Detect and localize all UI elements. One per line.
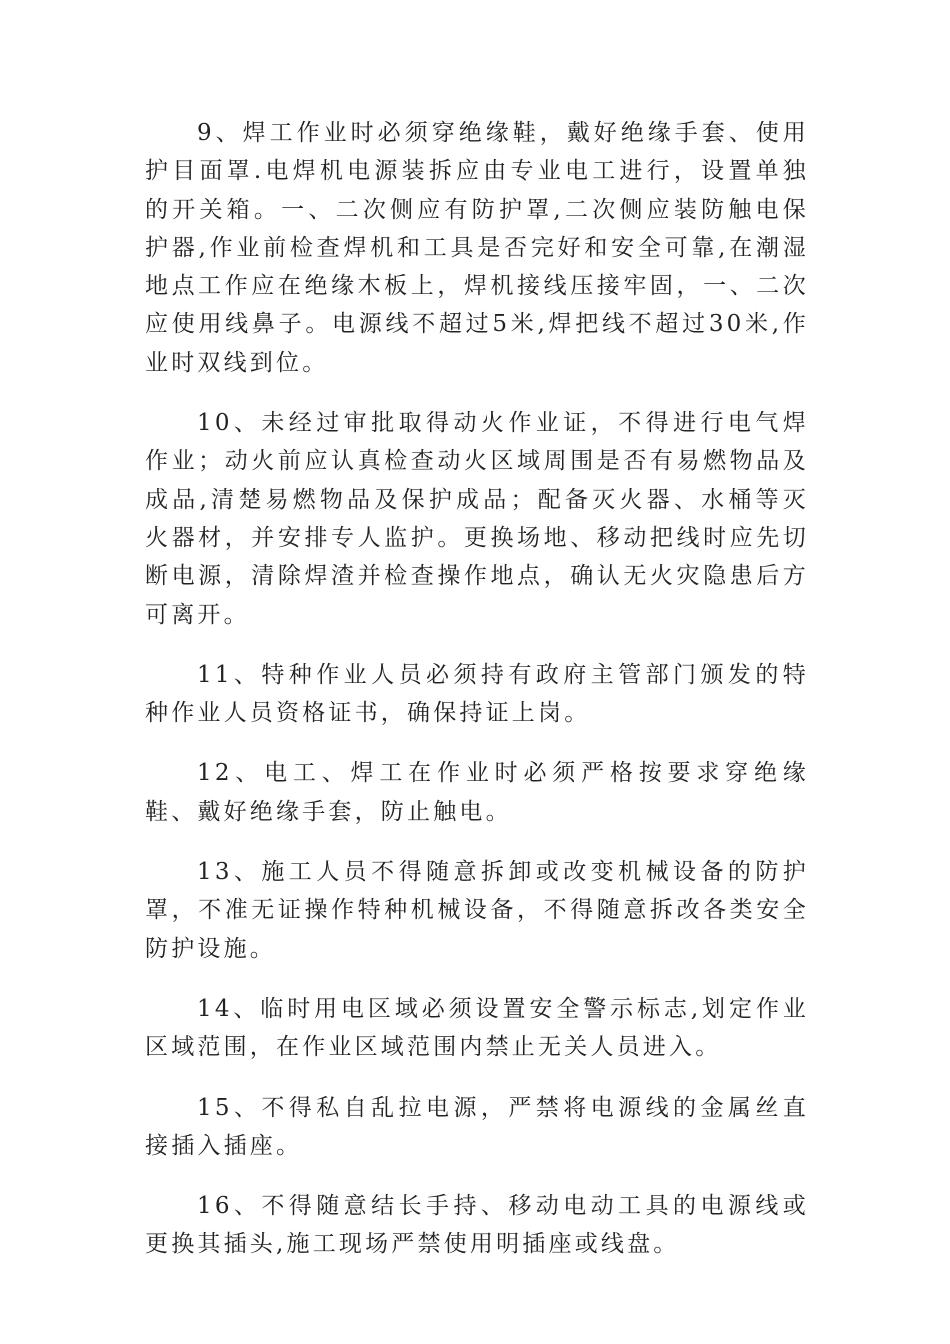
paragraph-item-12: 12、电工、焊工在作业时必须严格按要求穿绝缘鞋、戴好绝缘手套，防止触电。 (145, 760, 809, 825)
paragraph-item-15: 15、不得私自乱拉电源，严禁将电源线的金属丝直接插入插座。 (145, 1094, 809, 1159)
paragraph-item-10: 10、未经过审批取得动火作业证，不得进行电气焊作业；动火前应认真检查动火区域周围是否有易燃物品及成品,清楚易燃物品及保护成品；配备灭火器、水桶等灭火器材，并安排专人监护。更换场地、移动把线时应先切断电源，清除焊渣并检查操作地点，确认无火灾隐患后方可离开。 (145, 410, 809, 628)
document-body (145, 114, 809, 1286)
paragraph-item-11: 11、特种作业人员必须持有政府主管部门颁发的特种作业人员资格证书，确保持证上岗。 (145, 661, 809, 727)
paragraph-item-13: 13、施工人员不得随意拆卸或改变机械设备的防护罩，不准无证操作特种机械设备，不得随意拆改各类安全防护设施。 (145, 859, 809, 962)
paragraph-item-14: 14、临时用电区域必须设置安全警示标志,划定作业区域范围，在作业区域范围内禁止无关人员进入。 (145, 995, 809, 1061)
paragraph-item-9: 9、焊工作业时必须穿绝缘鞋，戴好绝缘手套、使用护目面罩.电焊机电源装拆应由专业电工进行，设置单独的开关箱。一、二次侧应有防护罩,二次侧应装防触电保护器,作业前检查焊机和工具是否完好和安全可靠,在潮湿地点工作应在绝缘木板上，焊机接线压接牢固，一、二次应使用线鼻子。电源线不超过5米,焊把线不超过30米,作业时双线到位。 (145, 120, 809, 376)
paragraph-item-16: 16、不得随意结长手持、移动电动工具的电源线或更换其插头,施工现场严禁使用明插座或线盘。 (145, 1193, 809, 1258)
